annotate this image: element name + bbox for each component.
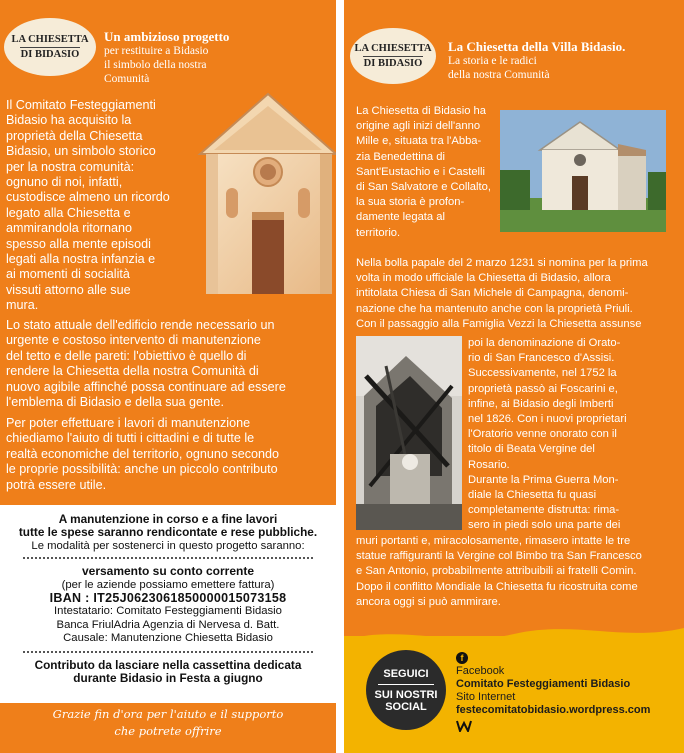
social-badge-line: SEGUICI — [383, 667, 429, 680]
history-line: Nella bolla papale del 2 marzo 1231 si nomina per la prima — [356, 257, 648, 269]
left-heading-line: Comunità — [104, 73, 150, 85]
history-line: Rosario. — [468, 458, 510, 471]
cash-box-line: Contributo da lasciare nella cassettina dedicata — [34, 657, 302, 672]
history-line: statue raffiguranti la Vergine col Bimbo tra San Francesco — [356, 550, 642, 563]
intro-line: proprietà della Chiesetta — [6, 128, 143, 143]
history-line: damente legata al — [356, 211, 445, 224]
history-line: La Chiesetta di Bidasio ha — [356, 105, 486, 117]
facebook-label: Facebook — [456, 665, 505, 677]
donation-bold-line: A manutenzione in corso e a fine lavori — [58, 512, 278, 526]
left-panel — [0, 0, 336, 753]
intro-line: vissuti attorno alle sue — [6, 282, 131, 297]
iban-value: IT25J0623061850000015073158 — [93, 591, 287, 606]
right-heading-title: La Chiesetta della Villa Bidasio. — [448, 39, 626, 54]
donation-box — [0, 505, 336, 703]
history-line: Mille e, situata tra l'Abba- — [356, 135, 482, 148]
intro-line: Bidasio, un simbolo storico — [6, 144, 156, 159]
logo-line2: DI BIDASIO — [20, 48, 80, 60]
history-papal-bull — [356, 256, 676, 332]
right-panel — [344, 0, 684, 753]
logo-line1: LA CHIESETTA — [11, 34, 89, 46]
intro-line: ai momenti di socialità — [6, 267, 130, 282]
history-line: volta in modo ufficiale la Chiesetta di Bidasio, allora — [356, 272, 611, 285]
left-heading-line: per restituire a Bidasio — [104, 45, 209, 57]
left-heading-line: il simbolo della nostra — [104, 59, 207, 71]
history-line: Durante la Prima Guerra Mon- — [468, 473, 619, 486]
history-line: l'Oratorio venne onorato con il — [468, 428, 617, 441]
facebook-page-link[interactable]: Comitato Festeggiamenti Bidasio — [456, 678, 631, 690]
invoice-note: (per le aziende possiamo emettere fattura) — [61, 578, 275, 591]
history-line: e San Antonio, probabilmente attribuibili ai fratelli Comin. — [356, 565, 637, 578]
intro-line: Bidasio ha acquisito la — [6, 113, 132, 128]
website-label: Sito Internet — [456, 691, 516, 703]
right-heading-line: della nostra Comunità — [448, 69, 550, 81]
account-holder: Intestatario: Comitato Festeggiamenti Bidasio — [54, 605, 282, 618]
donation-bold-line: tutte le spese saranno rendicontate e rese pubbliche. — [18, 525, 318, 540]
intro-line: legati alla nostra infanzia e — [6, 252, 156, 267]
payment-reason: Causale: Manutenzione Chiesetta Bidasio — [63, 632, 273, 645]
history-line: poi la denominazione di Orato- — [468, 337, 621, 349]
dotted-divider — [23, 651, 313, 653]
left-heading-title: Un ambizioso progetto — [104, 29, 230, 44]
history-line: territorio. — [356, 226, 401, 239]
bank-name: Banca FriulAdria Agenzia di Nervesa d. Batt. — [56, 618, 280, 631]
history-line: la sua storia è profon- — [356, 196, 465, 209]
wordpress-icon[interactable] — [456, 720, 472, 732]
donation-modes-text: Le modalità per sostenerci in questo progetto saranno: — [31, 539, 305, 552]
thanks-line: che potrete offrire — [114, 724, 222, 738]
social-links — [456, 652, 650, 736]
dotted-divider — [23, 557, 313, 559]
history-line: proprietà passò ai Foscarini e, — [468, 382, 618, 395]
intro-line: spesso alla mente episodi — [6, 236, 151, 251]
history-conclusion — [356, 534, 680, 610]
paragraph-line: Lo stato attuale dell'edificio rende necessario un — [6, 318, 275, 332]
paragraph-line: potrà essere utile. — [6, 477, 107, 492]
social-badge — [366, 650, 446, 730]
intro-line: Il Comitato Festeggiamenti — [6, 98, 156, 112]
history-line: infine, ai Bidasio degli Imberti — [468, 397, 614, 410]
logo-badge — [4, 18, 96, 76]
bank-transfer-title: versamento su conto corrente — [81, 564, 255, 579]
maintenance-paragraph — [6, 318, 332, 410]
church-illustration — [180, 84, 336, 294]
history-line: sero in piedi solo una parte dei — [468, 519, 621, 532]
paragraph-line: Per poter effettuare i lavori di manutenzione — [6, 416, 251, 430]
logo-line2: DI BIDASIO — [363, 57, 423, 69]
logo-badge — [350, 28, 436, 84]
thanks-message — [0, 706, 336, 740]
paragraph-line: urgente e costoso intervento di manutenzione — [6, 333, 261, 348]
intro-paragraph — [6, 98, 186, 314]
left-heading — [104, 30, 229, 86]
iban-label: IBAN : — [49, 591, 90, 606]
history-line: origine agli inizi dell'anno — [356, 120, 481, 133]
paragraph-line: realtà economiche del territorio, ognuno secondo — [6, 446, 280, 461]
history-line: intitolata Chiesa di San Michele di Campagna, denomi- — [356, 287, 629, 300]
social-badge-line: SOCIAL — [385, 700, 427, 713]
social-badge-line: SUI NOSTRI — [374, 688, 438, 701]
help-paragraph — [6, 416, 332, 493]
right-heading-line: La storia e le radici — [448, 55, 537, 67]
history-line: Dopo il conflitto Mondiale la Chiesetta fu ricostruita come — [356, 580, 638, 593]
history-line: nel 1826. Con i nuovi proprietari — [468, 413, 627, 426]
paragraph-line: del tetto e delle pareti: l'obiettivo è quello di — [6, 348, 247, 363]
right-heading — [448, 40, 625, 82]
history-intro — [356, 104, 496, 241]
chapel-photo — [500, 110, 666, 232]
intro-line: per la nostra comunità: — [6, 159, 135, 174]
paragraph-line: chiediamo l'aiuto di tutti i cittadini e di tutte le — [6, 431, 255, 446]
website-link[interactable]: festecomitatobidasio.wordpress.com — [456, 704, 651, 716]
history-line: muri portanti e, miracolosamente, rimasero intatte le tre — [356, 535, 631, 547]
history-line: nazione che ha mantenuto anche con la proprietà Priuli. — [356, 302, 633, 315]
paragraph-line: le proprie possibilità: anche un piccolo contributo — [6, 462, 278, 477]
social-badge-divider — [378, 684, 434, 685]
intro-line: mura. — [6, 298, 39, 313]
intro-line: custodisce almeno un ricordo — [6, 190, 170, 205]
intro-line: ognuno di noi, infatti, — [6, 175, 123, 190]
history-line: completamente distrutta: rima- — [468, 504, 620, 517]
logo-line1: LA CHIESETTA — [354, 43, 432, 55]
history-line: Successivamente, nel 1752 la — [468, 367, 617, 380]
history-line: diale la Chiesetta fu quasi — [468, 489, 597, 502]
ruins-photo — [356, 336, 462, 530]
cash-box-line: durante Bidasio in Festa a giugno — [73, 671, 263, 686]
intro-line: ammirandola ritornano — [6, 221, 132, 236]
history-line: Sant'Eustachio e i Castelli — [356, 165, 485, 178]
history-line: di San Salvatore e Collalto, — [356, 181, 491, 194]
history-side-text — [468, 336, 678, 534]
paragraph-line: nuovo agibile affinché possa continuare ad essere — [6, 379, 286, 394]
history-line: Con il passaggio alla Famiglia Vezzi la Chiesetta assunse — [356, 317, 642, 330]
thanks-line: Grazie fin d'ora per l'aiuto e il supporto — [52, 707, 284, 721]
paragraph-line: rendere la Chiesetta della nostra Comunità di — [6, 364, 259, 379]
history-line: ancora oggi si può ammirare. — [356, 595, 501, 608]
history-line: zia Benedettina di — [356, 150, 445, 163]
facebook-icon[interactable]: f — [456, 652, 468, 664]
paragraph-line: l'emblema di Bidasio e della sua gente. — [6, 395, 225, 410]
history-line: titolo di Beata Vergine del — [468, 443, 595, 456]
history-line: rio di San Francesco d'Assisi. — [468, 352, 615, 365]
intro-line: legato alla Chiesetta e — [6, 205, 131, 220]
